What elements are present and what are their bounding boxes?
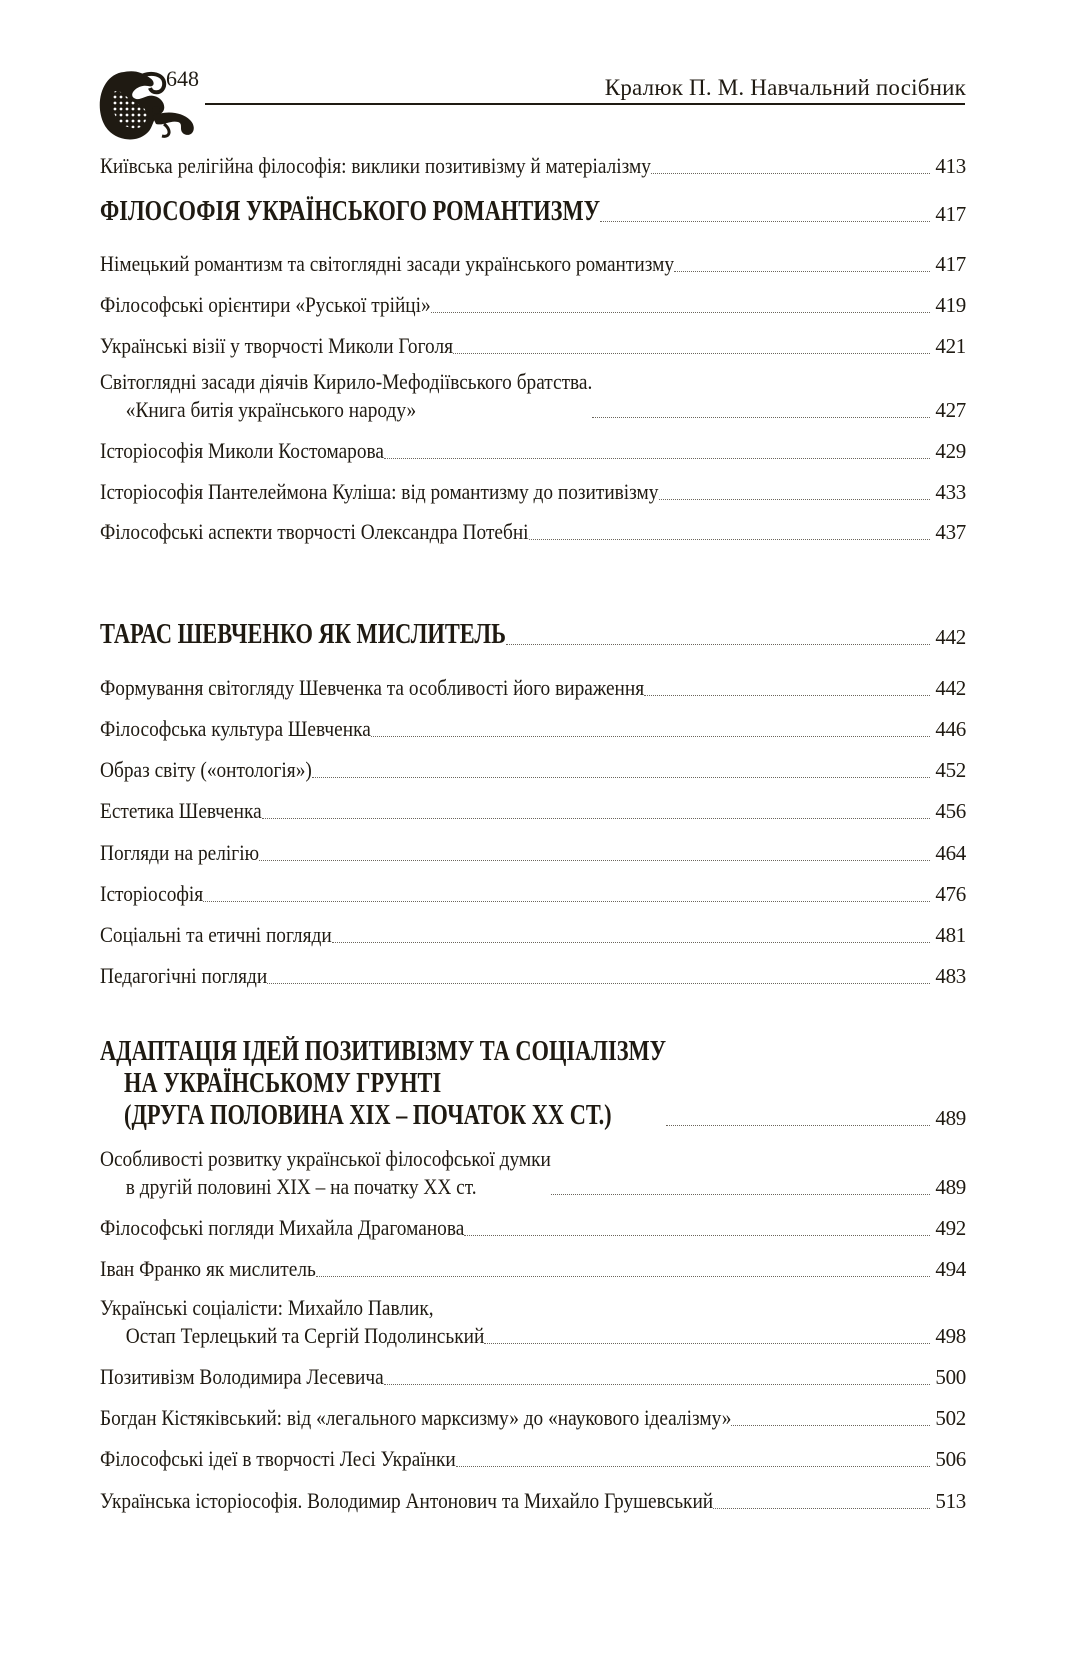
toc-title: ФІЛОСОФІЯ УКРАЇНСЬКОГО РОМАНТИЗМУ [100, 196, 601, 227]
dot-leader [384, 458, 930, 459]
toc-page-number: 427 [935, 398, 966, 422]
dot-leader [332, 942, 930, 943]
dot-leader [431, 312, 930, 313]
dot-leader [651, 173, 930, 174]
dot-leader [731, 1425, 930, 1426]
dot-leader [484, 1343, 930, 1344]
toc-title: Погляди на релігію [100, 840, 260, 865]
toc-entry[interactable] [100, 1363, 966, 1391]
toc-title: Світоглядні засади діячів Кирило-Мефодіївського братства. «Книга битія українського народу» [100, 369, 593, 422]
dot-leader [592, 417, 930, 418]
toc-page-number: 502 [935, 1406, 966, 1430]
dot-leader [259, 860, 930, 861]
toc-title: Українські візії у творчості Миколи Гоголя [100, 333, 454, 358]
toc-page-number: 500 [935, 1365, 966, 1389]
toc-page-number: 446 [935, 717, 966, 741]
dot-leader [316, 1276, 930, 1277]
dot-leader [600, 221, 930, 222]
dot-leader [674, 271, 930, 272]
dot-leader [384, 1384, 930, 1385]
toc-title: Позитивізм Володимира Лесевича [100, 1364, 384, 1389]
toc-title: Естетика Шевченка [100, 798, 262, 823]
toc-section-heading[interactable] [100, 196, 966, 228]
dot-leader [453, 353, 930, 354]
toc-page-number: 492 [935, 1216, 966, 1240]
toc-entry[interactable] [100, 756, 966, 784]
toc-entry[interactable] [100, 921, 966, 949]
toc-page-number: 442 [935, 676, 966, 700]
toc-entry[interactable] [100, 1404, 966, 1432]
toc-title: Формування світогляду Шевченка та особливості його вираження [100, 675, 645, 700]
toc-page-number: 437 [935, 520, 966, 544]
toc-page-number: 464 [935, 841, 966, 865]
toc-entry[interactable] [100, 152, 966, 180]
toc-page-number: 513 [935, 1489, 966, 1513]
toc-entry[interactable] [100, 962, 966, 990]
toc-page-number: 489 [935, 1106, 966, 1130]
dot-leader [666, 1125, 930, 1126]
toc-entry[interactable] [100, 1214, 966, 1242]
toc-title: Богдан Кістяківський: від «легального марксизму» до «наукового ідеалізму» [100, 1405, 732, 1430]
header-rule [205, 103, 965, 105]
dot-leader [529, 539, 930, 540]
dot-leader [551, 1194, 930, 1195]
toc-entry[interactable] [100, 715, 966, 743]
toc-page-number: 417 [935, 252, 966, 276]
toc-entry[interactable] [100, 880, 966, 908]
running-head: Кралюк П. М. Навчальний посібник [604, 75, 966, 100]
toc-title: Філософські погляди Михайла Драгоманова [100, 1215, 465, 1240]
toc-page-number: 452 [935, 758, 966, 782]
toc-entry[interactable] [100, 250, 966, 278]
toc-entry[interactable] [100, 1145, 966, 1201]
toc-title: Філософська культура Шевченка [100, 716, 371, 741]
toc-title: Образ світу («онтологія») [100, 757, 312, 782]
toc-page-number: 419 [935, 293, 966, 317]
dot-leader [262, 818, 930, 819]
toc-entry[interactable] [100, 518, 966, 546]
toc-title: АДАПТАЦІЯ ІДЕЙ ПОЗИТИВІЗМУ ТА СОЦІАЛІЗМУ НА УКРАЇНСЬКОМУ ГРУНТІ (ДРУГА ПОЛОВИНА XIX – ПОЧАТОК XX СТ.) [100, 1036, 667, 1131]
toc-title: Особливості розвитку української філософської думки в другій половині XIX – на початку XX ст. [100, 1146, 551, 1199]
toc-entry[interactable] [100, 437, 966, 465]
toc-entry[interactable] [100, 332, 966, 360]
dot-leader [464, 1235, 930, 1236]
toc-title: Історіософія Миколи Костомарова [100, 438, 385, 463]
toc-section-heading[interactable] [100, 619, 966, 651]
dot-leader [267, 983, 930, 984]
toc-entry[interactable] [100, 797, 966, 825]
dot-leader [371, 736, 930, 737]
toc-page-number: 483 [935, 964, 966, 988]
toc-title: Філософські орієнтири «Руської трійці» [100, 292, 431, 317]
toc-page-number: 433 [935, 480, 966, 504]
toc-title: Українські соціалісти: Михайло Павлик, Остап Терлецький та Сергій Подолинський [100, 1295, 485, 1348]
toc-entry[interactable] [100, 1445, 966, 1473]
toc-entry[interactable] [100, 1487, 966, 1515]
toc-page-number: 417 [935, 202, 966, 226]
toc-page-number: 481 [935, 923, 966, 947]
toc-title: Філософські ідеї в творчості Лесі Українки [100, 1446, 456, 1471]
toc-page-number: 429 [935, 439, 966, 463]
toc-section-heading[interactable] [100, 1036, 966, 1132]
toc-page-number: 421 [935, 334, 966, 358]
page-number: 648 [166, 66, 199, 91]
toc-page-number: 456 [935, 799, 966, 823]
toc-page-number: 413 [935, 154, 966, 178]
dot-leader [312, 777, 930, 778]
dot-leader [203, 901, 930, 902]
dot-leader [644, 695, 930, 696]
toc-entry[interactable] [100, 291, 966, 319]
toc-entry[interactable] [100, 478, 966, 506]
toc-title: Іван Франко як мислитель [100, 1256, 316, 1281]
toc-title: ТАРАС ШЕВЧЕНКО ЯК МИСЛИТЕЛЬ [100, 619, 506, 650]
toc-title: Українська історіософія. Володимир Антонович та Михайло Грушевський [100, 1488, 714, 1513]
dot-leader [713, 1508, 930, 1509]
toc-entry[interactable] [100, 839, 966, 867]
toc-title: Історіософія Пантелеймона Куліша: від романтизму до позитивізму [100, 479, 659, 504]
toc-page-number: 442 [935, 625, 966, 649]
toc-entry[interactable] [100, 1294, 966, 1350]
dot-leader [456, 1466, 930, 1467]
toc-title: Педагогічні погляди [100, 963, 268, 988]
toc-entry[interactable] [100, 674, 966, 702]
toc-page-number: 494 [935, 1257, 966, 1281]
dot-leader [659, 499, 931, 500]
toc-page-number: 476 [935, 882, 966, 906]
toc-title: Філософські аспекти творчості Олександра Потебні [100, 519, 529, 544]
toc-title: Німецький романтизм та світоглядні засади українського романтизму [100, 251, 675, 276]
toc-page-number: 489 [935, 1175, 966, 1199]
toc-title: Соціальні та етичні погляди [100, 922, 332, 947]
toc-entry[interactable] [100, 368, 966, 424]
toc-page-number: 506 [935, 1447, 966, 1471]
toc-title: Київська релігійна філософія: виклики позитивізму й матеріалізму [100, 153, 651, 178]
toc-entry[interactable] [100, 1255, 966, 1283]
dot-leader [506, 644, 930, 645]
toc-page-number: 498 [935, 1324, 966, 1348]
toc-title: Історіософія [100, 881, 204, 906]
